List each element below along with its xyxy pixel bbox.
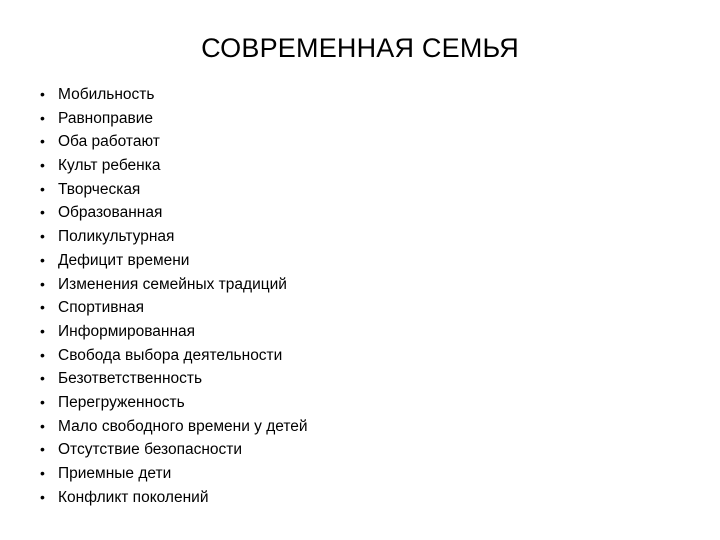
bullet-icon: • xyxy=(40,275,45,292)
list-item-text: Мобильность xyxy=(58,86,155,103)
bullet-icon: • xyxy=(40,109,45,126)
bullet-icon: • xyxy=(40,346,45,363)
list-item-text: Изменения семейных традиций xyxy=(58,275,287,293)
list-item-text: Оба работают xyxy=(58,133,160,151)
bullet-icon: • xyxy=(40,370,45,387)
bullet-icon: • xyxy=(40,133,45,150)
bullet-list xyxy=(40,83,660,509)
bullet-icon: • xyxy=(40,180,45,197)
bullet-icon: • xyxy=(40,488,45,505)
list-item xyxy=(40,391,660,415)
list-item-text: Отсутствие безопасности xyxy=(58,441,243,459)
list-item-text: Культ ребенка xyxy=(58,157,161,175)
list-item xyxy=(40,83,660,107)
list-item-text: Дефицит времени xyxy=(58,251,190,269)
list-item xyxy=(40,462,660,486)
list-item-text: Поликультурная xyxy=(58,228,175,246)
list-item xyxy=(40,296,660,320)
bullet-icon: • xyxy=(40,251,45,268)
bullet-icon: • xyxy=(40,322,45,339)
list-item xyxy=(40,201,660,225)
list-item xyxy=(40,320,660,344)
list-item xyxy=(40,273,660,297)
list-item-text: Образованная xyxy=(58,204,163,222)
list-item xyxy=(40,438,660,462)
list-item xyxy=(40,367,660,391)
bullet-icon: • xyxy=(40,204,45,221)
list-item xyxy=(40,178,660,202)
list-item-text: Приемные дети xyxy=(58,465,172,482)
list-item-text: Равноправие xyxy=(58,109,154,127)
bullet-icon: • xyxy=(40,299,45,316)
bullet-icon: • xyxy=(40,465,45,481)
list-item-text: Информированная xyxy=(58,322,196,340)
list-item xyxy=(40,415,660,439)
list-item xyxy=(40,344,660,368)
list-item xyxy=(40,130,660,154)
list-item-text: Безответственность xyxy=(58,370,203,388)
bullet-icon: • xyxy=(40,157,45,174)
list-item xyxy=(40,249,660,273)
list-item-text: Творческая xyxy=(58,180,141,198)
bullet-icon: • xyxy=(40,393,45,410)
bullet-icon: • xyxy=(40,441,45,458)
bullet-icon: • xyxy=(40,417,45,434)
list-item-text: Конфликт поколений xyxy=(58,488,209,506)
list-item-text: Мало свободного времени у детей xyxy=(58,417,308,435)
slide-title: СОВРЕМЕННАЯ СЕМЬЯ xyxy=(201,33,519,63)
list-item xyxy=(40,225,660,249)
list-item xyxy=(40,486,660,510)
bullet-icon: • xyxy=(40,86,45,102)
list-item xyxy=(40,107,660,131)
list-item-text: Перегруженность xyxy=(58,393,185,411)
list-item-text: Свобода выбора деятельности xyxy=(58,346,283,364)
bullet-icon: • xyxy=(40,228,45,245)
list-item-text: Спортивная xyxy=(58,299,145,317)
list-item xyxy=(40,154,660,178)
